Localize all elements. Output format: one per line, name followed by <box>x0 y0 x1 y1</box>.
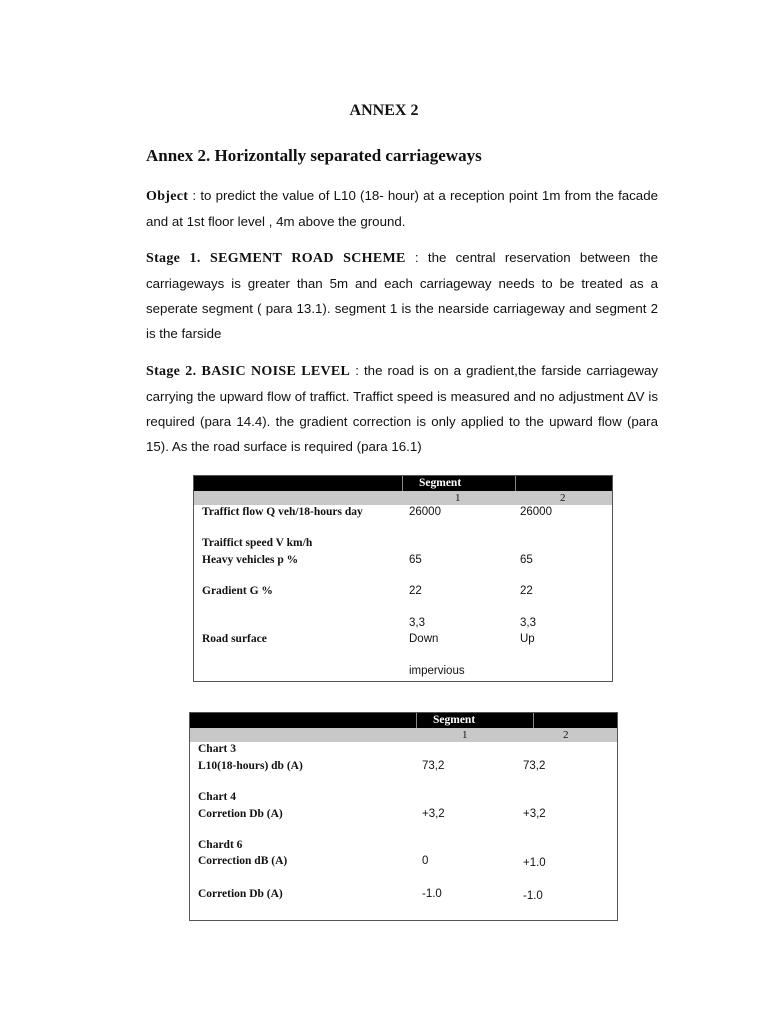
table1-label-flow: Traffict flow Q veh/18-hours day <box>202 506 363 518</box>
table1-segment-header: Segment <box>402 476 516 491</box>
table1-g2-2: 3,3 <box>520 617 536 629</box>
stage2-text: : the road is on a gradient,the farside carriageway carrying the upward flow of traffict. Traffict speed is measured and no adjustment ∆V is required (para 14.4). the gradient correction is only applied to the upward flow (para 15). As the road surface is required (para 16.1) <box>146 363 659 454</box>
table1-gradient-1: 22 <box>409 585 422 597</box>
table1-label-heavy: Heavy vehicles p % <box>202 554 299 566</box>
object-text: : to predict the value of L10 (18- hour) at a reception point 1m from the facade and at 1st floor level , 4m above the ground. <box>146 188 658 229</box>
table2-row2-v2: +3,2 <box>523 808 546 820</box>
table2-segment-header: Segment <box>416 713 534 728</box>
table2-row4-v1: -1.0 <box>422 888 442 900</box>
table2-row4-v2: -1.0 <box>523 890 543 902</box>
table2-col1: 1 <box>462 729 468 741</box>
table2-row4-label: Corretion Db (A) <box>198 888 283 900</box>
table2-header <box>190 713 617 728</box>
table1-label-gradient: Gradient G % <box>202 585 273 597</box>
table1-gradient-2: 22 <box>520 585 533 597</box>
table2-row1-v1: 73,2 <box>422 760 445 772</box>
table2-subheader <box>190 728 617 742</box>
segment-table-2 <box>189 712 618 921</box>
stage1-text: : the central reservation between the carriageways is greater than 5m and each carriageway needs to be treated as a seperate segment ( para 13.1). segment 1 is the nearside carriageway and segment 2 is the farside <box>146 250 658 341</box>
stage1-paragraph <box>146 245 658 346</box>
table1-label-surface: Road surface <box>202 633 267 645</box>
annex-title: ANNEX 2 <box>349 102 419 119</box>
stage2-lead: Stage 2. BASIC NOISE LEVEL <box>146 364 351 379</box>
table2-row1-label: L10(18-hours) db (A) <box>198 760 303 772</box>
table2-row3-v2: +1.0 <box>523 857 546 869</box>
table2-row1-chart: Chart 3 <box>198 743 237 755</box>
table2-row2-label: Corretion Db (A) <box>198 808 283 820</box>
table1-header <box>194 476 612 491</box>
table1-flow-1: 26000 <box>409 506 441 518</box>
stage1-lead: Stage 1. SEGMENT ROAD SCHEME <box>146 251 406 266</box>
object-lead: Object <box>146 189 189 204</box>
table1-col1: 1 <box>455 492 461 504</box>
table1-col2: 2 <box>560 492 566 504</box>
table1-heavy-2: 65 <box>520 554 533 566</box>
table1-subheader <box>194 491 612 505</box>
stage2-paragraph <box>146 358 658 459</box>
object-paragraph <box>146 183 658 234</box>
table2-row3-chart: Chardt 6 <box>198 839 243 851</box>
table1-g2-1: 3,3 <box>409 617 425 629</box>
table1-impervious: impervious <box>409 665 465 677</box>
table2-row1-v2: 73,2 <box>523 760 546 772</box>
table1-label-speed: Traiffict speed V km/h <box>202 537 313 549</box>
section-heading: Annex 2. Horizontally separated carriageways <box>146 146 482 165</box>
table1-surface-2: Up <box>520 633 535 645</box>
table2-row3-v1: 0 <box>422 855 429 867</box>
table1-surface-1: Down <box>409 633 439 645</box>
table2-col2: 2 <box>563 729 569 741</box>
table1-heavy-1: 65 <box>409 554 422 566</box>
table2-row2-v1: +3,2 <box>422 808 445 820</box>
table2-row2-chart: Chart 4 <box>198 791 237 803</box>
table1-flow-2: 26000 <box>520 506 552 518</box>
segment-table-1 <box>193 475 613 682</box>
table2-row3-label: Correction dB (A) <box>198 855 288 867</box>
